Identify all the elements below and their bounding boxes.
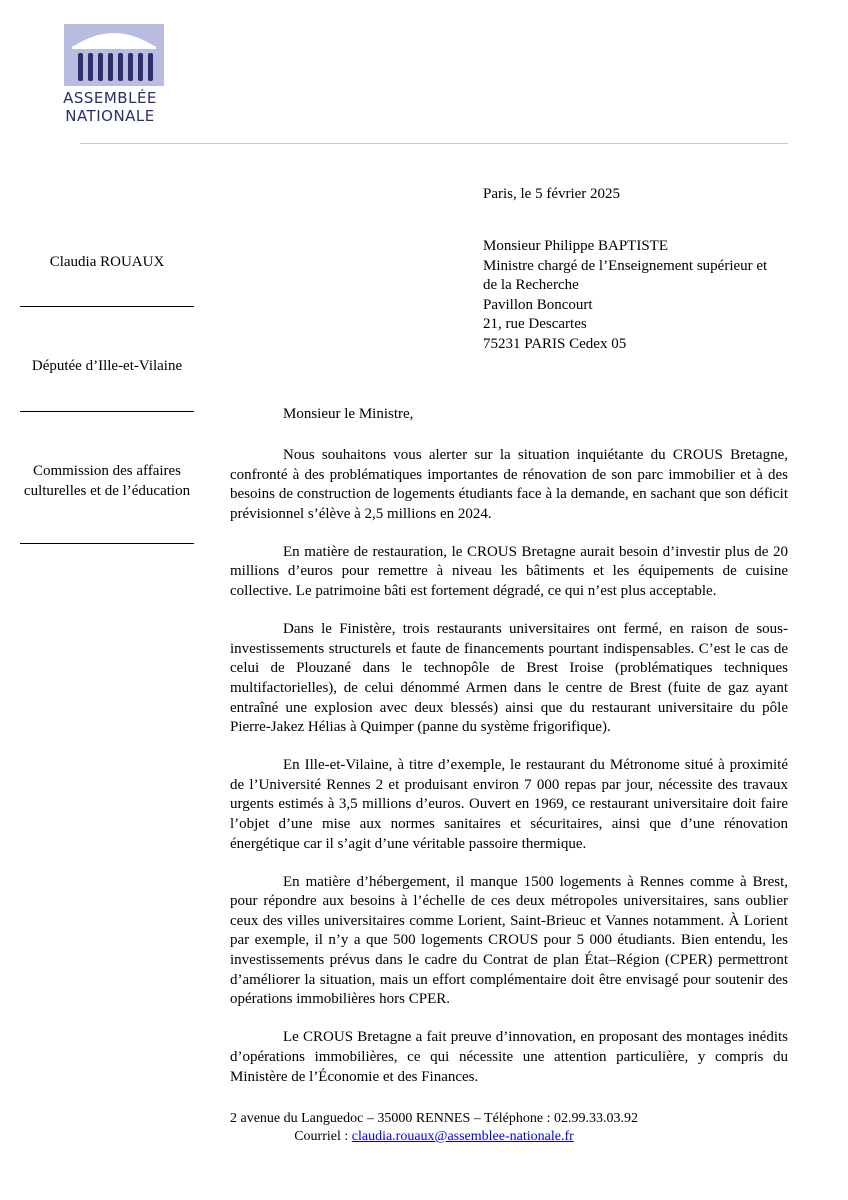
logo-line-1: ASSEMBLÉE <box>63 89 157 107</box>
header-divider <box>80 143 788 144</box>
sidebar-divider <box>20 411 194 412</box>
letter-body <box>230 446 788 1106</box>
body-paragraph: Nous souhaitons vous alerter sur la situation inquiétante du CROUS Bretagne, confronté à des problématiques importantes de rénovation de son parc immobilier et à des besoins de construction de logements étudiants face à la demande, en sachant que son déficit prévisionnel s’élève à 2,5 millions en 2024. <box>230 447 788 522</box>
footer-email-label: Courriel : <box>294 1129 352 1144</box>
footer-address: 2 avenue du Languedoc – 35000 RENNES – Téléphone : 02.99.33.03.92 <box>229 1111 638 1126</box>
recipient-address <box>483 237 803 354</box>
body-paragraph: Dans le Finistère, trois restaurants universitaires ont fermé, en raison de sous-investissements structurels et faute de financements pourtant indispensables. C’est le cas de celui de Plouzané dans le technopôle de Brest Iroise (problématiques techniques multifactorielles), de celui dénommé Armen dans le centre de Brest (fuite de gaz ayant entraîné une explosion avec deux blessés) ainsi que du restaurant universitaire du pôle Pierre-Jakez Hélias à Quimper (panne du système frigorifique). <box>230 621 788 736</box>
salutation: Monsieur le Ministre, <box>283 406 414 422</box>
logo-line-2: NATIONALE <box>65 107 155 125</box>
hemicycle-emblem-icon <box>64 24 164 86</box>
assemblee-nationale-logo <box>52 24 172 126</box>
letter-footer <box>0 1110 848 1146</box>
recipient-line: 75231 PARIS Cedex 05 <box>483 335 627 352</box>
body-paragraph: Le CROUS Bretagne a fait preuve d’innovation, en proposant des montages inédits d’opérations immobilières, ce qui nécessite une attention particulière, y compris du Ministère de l’Économie et des Finances. <box>230 1029 788 1085</box>
recipient-line: Pavillon Boncourt <box>483 296 593 313</box>
body-paragraph: En Ille-et-Vilaine, à titre d’exemple, le restaurant du Métronome situé à proximité de l’Université Rennes 2 et produisant environ 7 000 repas par jour, nécessite des travaux urgents estimés à 3,5 millions d’euros. Ouvert en 1969, ce restaurant universitaire doit faire l’objet d’une mise aux normes sanitaires et sécuritaires, ainsi que d’une rénovation énergétique car il s’agit d’une véritable passoire thermique. <box>230 757 788 852</box>
letter-date: Paris, le 5 février 2025 <box>483 186 621 202</box>
sidebar-divider <box>20 306 194 307</box>
recipient-line: 21, rue Descartes <box>483 316 587 332</box>
recipient-line: Ministre chargé de l’Enseignement supérieur et <box>483 257 768 274</box>
body-paragraph: En matière de restauration, le CROUS Bretagne aurait besoin d’investir plus de 20 millions d’euros pour remettre à niveau les bâtiments et les équipements de cuisine collective. Le patrimoine bâti est fortement dégradé, ce qui n’est plus acceptable. <box>230 543 788 600</box>
email-link[interactable]: claudia.rouaux@assemblee-nationale.fr <box>351 1129 574 1144</box>
deputy-name: Claudia ROUAUX <box>49 254 165 270</box>
emblem-cornice <box>72 46 156 49</box>
deputy-commission: Commission des affaires culturelles et de l’éducation <box>23 463 191 499</box>
sidebar-divider <box>20 543 194 544</box>
deputy-role: Députée d’Ille-et-Vilaine <box>31 358 183 374</box>
recipient-line: de la Recherche <box>483 277 579 293</box>
body-paragraph: En matière d’hébergement, il manque 1500 logements à Rennes comme à Brest, pour répondre aux besoins à l’échelle de ces deux métropoles universitaires, sans oublier ceux des villes universitaires comme Lorient, Saint-Brieuc et Vannes notamment. À Lorient par exemple, il n’y a que 500 logements CROUS pour 5 000 étudiants. Bien entendu, les investissements prévus dans le cadre du Contrat de plan État–Région (CPER) permettront d’améliorer la situation, mais un effort complémentaire doit être envisagé pour soutenir des opérations immobilières hors CPER. <box>230 873 788 1008</box>
recipient-line: Monsieur Philippe BAPTISTE <box>483 238 669 254</box>
footer-email-line <box>0 1128 848 1146</box>
